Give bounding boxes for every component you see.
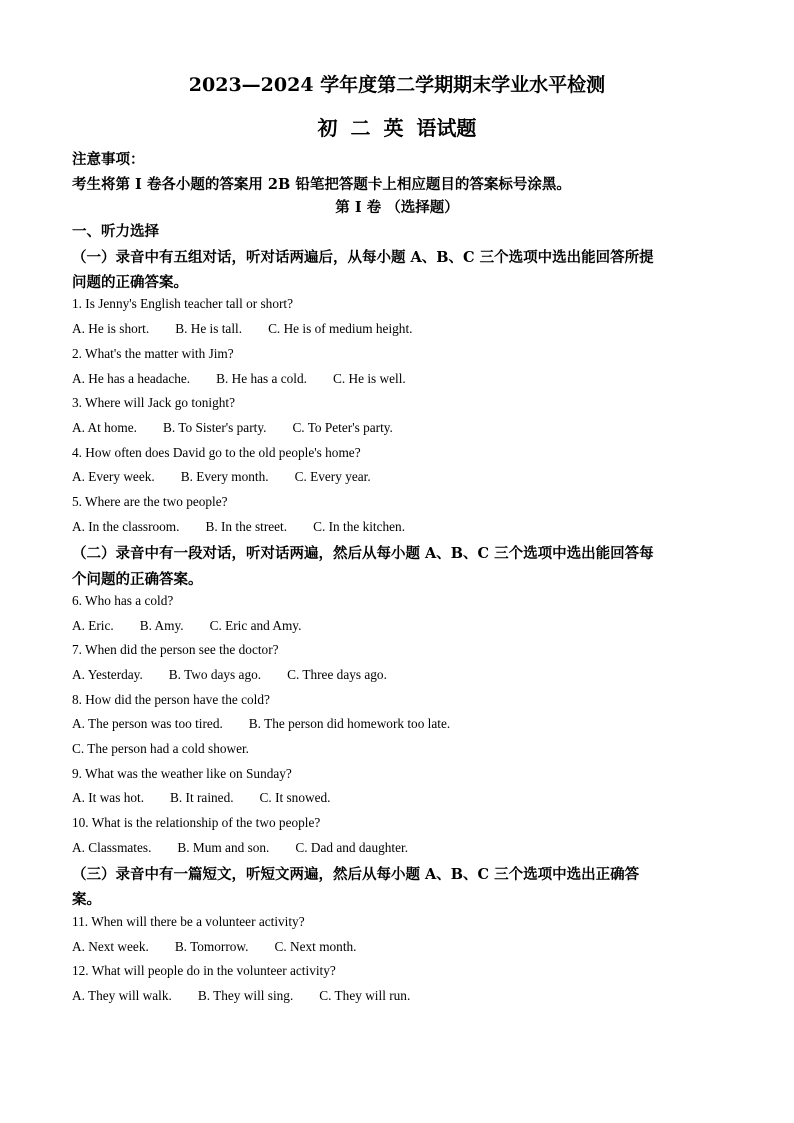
question-10: 10. What is the relationship of the two people? [72, 815, 321, 830]
options-9 [72, 790, 356, 806]
option-c: C. They will run. [319, 988, 411, 1003]
options-3 [72, 420, 419, 436]
question-7: 7. When did the person see the doctor? [72, 642, 279, 657]
page-subtitle: 初 二 英 语试题 [317, 116, 477, 140]
option-c: C. Next month. [274, 939, 357, 954]
question-11: 11. When will there be a volunteer activity? [72, 914, 305, 929]
instruction-2-line1: （二）录音中有一段对话，听对话两遍，然后从每小题 A、B、C 三个选项中选出能回答每 [72, 545, 654, 562]
option-b: B. Every month. [180, 469, 269, 484]
option-c: C. Dad and daughter. [295, 840, 409, 855]
options-2 [72, 371, 432, 387]
option-a: A. Yesterday. [72, 667, 143, 682]
option-c: C. He is of medium height. [268, 321, 413, 336]
question-12: 12. What will people do in the volunteer activity? [72, 963, 336, 978]
option-a: A. At home. [72, 420, 138, 435]
instruction-3-line1: （三）录音中有一篇短文，听短文两遍，然后从每小题 A、B、C 三个选项中选出正确答 [72, 866, 640, 883]
option-a: A. He has a headache. [72, 371, 191, 386]
option-b: B. To Sister's party. [163, 420, 267, 435]
instruction-2-line2: 个问题的正确答案。 [72, 571, 203, 588]
notice-heading: 注意事项： [72, 151, 145, 168]
question-5: 5. Where are the two people? [72, 494, 228, 509]
options-5 [72, 519, 431, 535]
option-b: B. It rained. [170, 790, 234, 805]
notice-text: 考生将第 I 卷各小题的答案用 2B 铅笔把答题卡上相应题目的答案标号涂黑。 [72, 176, 571, 193]
question-4: 4. How often does David go to the old people's home? [72, 445, 361, 460]
option-a: A. Classmates. [72, 840, 152, 855]
option-a: A. He is short. [72, 321, 150, 336]
option-c: C. He is well. [332, 371, 406, 386]
option-b: B. In the street. [205, 519, 288, 534]
question-6: 6. Who has a cold? [72, 593, 174, 608]
option-c: C. Three days ago. [287, 667, 387, 682]
option-b: B. He has a cold. [216, 371, 307, 386]
option-c: C. Every year. [294, 469, 371, 484]
option-a: A. In the classroom. [72, 519, 180, 534]
option-a: A. Eric. [72, 618, 114, 633]
question-9: 9. What was the weather like on Sunday? [72, 766, 292, 781]
question-1: 1. Is Jenny's English teacher tall or short? [72, 296, 294, 311]
option-c: C. It snowed. [259, 790, 331, 805]
option-b: B. They will sing. [197, 988, 294, 1003]
options-10 [72, 840, 434, 856]
options-1 [72, 321, 438, 337]
option-a: A. The person was too tired. [72, 716, 223, 731]
question-2: 2. What's the matter with Jim? [72, 346, 234, 361]
part-title: 第 I 卷 （选择题） [335, 199, 459, 216]
options-6 [72, 618, 327, 634]
option-b: B. He is tall. [175, 321, 243, 336]
options-4 [72, 469, 397, 485]
options-7 [72, 667, 413, 683]
option-b: B. The person did homework too late. [248, 716, 451, 731]
option-c: C. The person had a cold shower. [72, 741, 250, 756]
option-c: C. To Peter's party. [292, 420, 393, 435]
option-c: C. Eric and Amy. [209, 618, 302, 633]
options-8-line2 [72, 741, 275, 757]
options-11 [72, 939, 383, 955]
option-a: A. It was hot. [72, 790, 145, 805]
option-a: A. Next week. [72, 939, 149, 954]
option-a: A. They will walk. [72, 988, 172, 1003]
option-b: B. Tomorrow. [174, 939, 249, 954]
question-3: 3. Where will Jack go tonight? [72, 395, 235, 410]
instruction-3-line2: 案。 [72, 891, 101, 908]
option-b: B. Mum and son. [177, 840, 270, 855]
page-title: 2023—2024 学年度第二学期期末学业水平检测 [188, 74, 606, 96]
option-c: C. In the kitchen. [313, 519, 406, 534]
question-8: 8. How did the person have the cold? [72, 692, 270, 707]
instruction-1-line1: （一）录音中有五组对话，听对话两遍后，从每小题 A、B、C 三个选项中选出能回答所提 [72, 249, 654, 266]
section-title: 一、听力选择 [72, 223, 159, 240]
option-a: A. Every week. [72, 469, 155, 484]
options-8 [72, 716, 476, 732]
options-12 [72, 988, 436, 1004]
option-b: B. Two days ago. [168, 667, 262, 682]
instruction-1-line2: 问题的正确答案。 [72, 274, 188, 291]
option-b: B. Amy. [139, 618, 184, 633]
